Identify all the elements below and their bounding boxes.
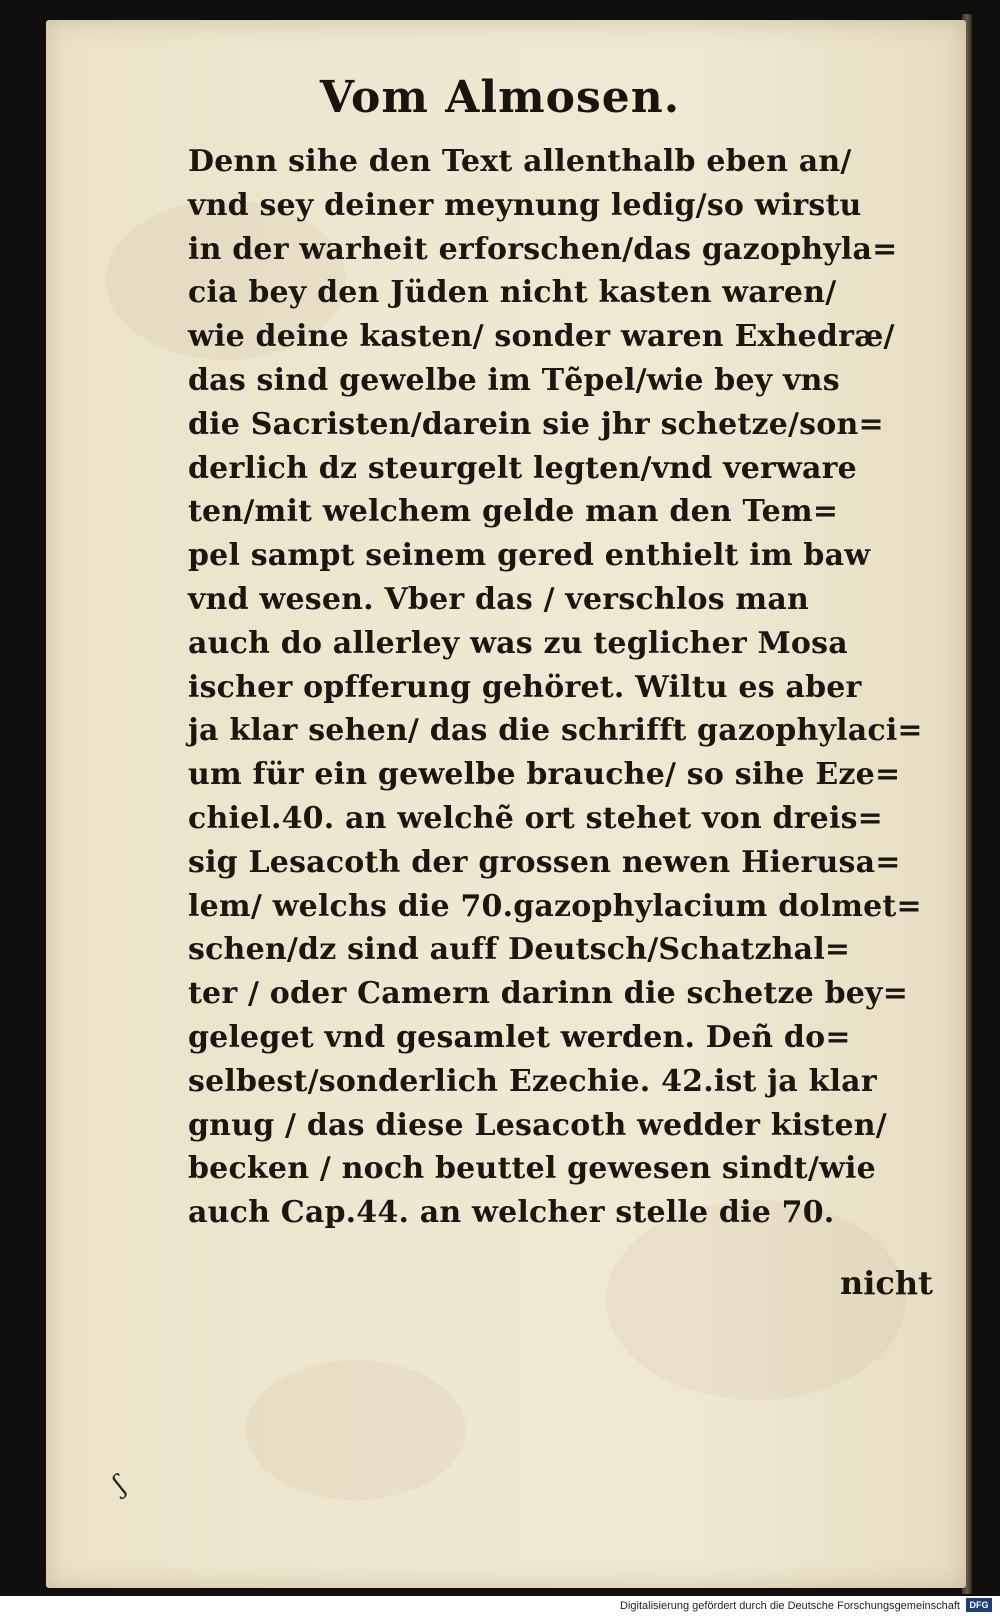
text-line: sig Lesacoth der grossen newen Hierusa=: [188, 844, 901, 880]
paper-stain: [246, 1360, 466, 1500]
text-line: auch Cap.44. an welcher stelle die 70.: [188, 1195, 835, 1231]
text-line: lem/ welchs die 70.gazophylacium dolmet=: [188, 888, 922, 924]
text-line: gnug / das diese Lesacoth wedder kisten/: [188, 1107, 887, 1143]
text-line: um für ein gewelbe brauche/ so sihe Eze=: [188, 757, 901, 793]
body-text: [188, 140, 923, 1235]
footer-bar: [0, 1596, 1000, 1616]
text-line: geleget vnd gesamlet werden. Deñ do=: [188, 1019, 851, 1055]
text-line: pel sampt seinem gered enthielt im baw: [188, 538, 871, 574]
text-line: derlich dz steurgelt legten/vnd verware: [188, 450, 857, 486]
footer-credit: Digitalisierung gefördert durch die Deutsche Forschungsgemeinschaft: [620, 1600, 960, 1612]
text-line: chiel.40. an welchẽ ort stehet von dreis=: [188, 800, 883, 836]
text-line: vnd sey deiner meynung ledig/so wirstu: [188, 187, 862, 223]
dfg-logo: DFG: [966, 1598, 992, 1612]
text-line: das sind gewelbe im Tẽpel/wie bey vns: [188, 362, 840, 398]
text-line: ischer opfferung gehöret. Wiltu es aber: [188, 669, 862, 705]
text-line: schen/dz sind auff Deutsch/Schatzhal=: [188, 932, 851, 968]
text-line: selbest/sonderlich Ezechie. 42.ist ja klar: [188, 1063, 877, 1099]
text-line: in der warheit erforschen/das gazophyla=: [188, 231, 898, 267]
text-line: wie deine kasten/ sonder waren Exhedræ/: [188, 319, 895, 355]
text-line: auch do allerley was zu teglicher Mosa: [188, 625, 848, 661]
text-line: Denn sihe den Text allenthalb eben an/: [188, 144, 852, 179]
text-line: ja klar sehen/ das die schrifft gazophylaci=: [188, 713, 923, 749]
text-line: vnd wesen. Vber das / verschlos man: [188, 581, 810, 617]
page-title: Vom Almosen.: [319, 72, 681, 123]
catchword: nicht: [840, 1264, 933, 1302]
text-line: becken / noch beuttel gewesen sindt/wie: [188, 1151, 876, 1187]
margin-mark: ʃ: [108, 1470, 131, 1500]
text-line: die Sacristen/darein sie jhr schetze/son=: [188, 406, 884, 442]
text-line: cia bey den Jüden nicht kasten waren/: [188, 275, 837, 311]
text-line: ter / oder Camern darinn die schetze bey=: [188, 976, 909, 1012]
text-line: ten/mit welchem gelde man den Tem=: [188, 494, 839, 530]
